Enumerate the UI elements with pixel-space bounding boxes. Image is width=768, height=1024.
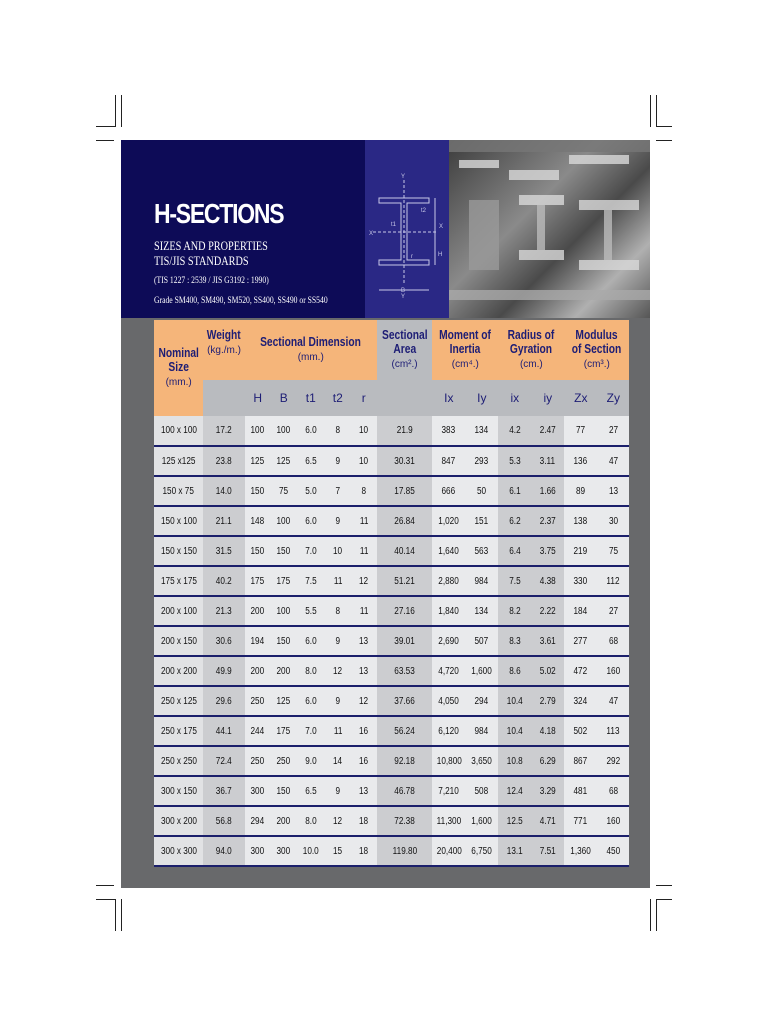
table-cell: 27.16	[377, 596, 433, 626]
table-cell: 383	[432, 416, 465, 446]
table-row	[154, 806, 629, 836]
table-cell: 7.51	[531, 836, 564, 866]
table-cell: 11	[351, 536, 377, 566]
table-cell: 150	[271, 536, 297, 566]
header-weight: Weight (kg./m.)	[203, 320, 244, 380]
table-cell: 20,400	[432, 836, 465, 866]
table-cell: 3.11	[531, 446, 564, 476]
crop-mark	[115, 95, 116, 127]
svg-text:t2: t2	[421, 208, 427, 214]
table-row	[154, 446, 629, 476]
table-cell: 125	[271, 446, 297, 476]
table-cell: 10.4	[498, 686, 531, 716]
table-cell: 6,120	[432, 716, 465, 746]
table-cell: 6.5	[297, 776, 325, 806]
table-cell: 11	[351, 506, 377, 536]
table-cell: 10.4	[498, 716, 531, 746]
table-cell: 300	[245, 776, 271, 806]
table-cell: 10,800	[432, 746, 465, 776]
crop-mark	[656, 126, 672, 127]
table-cell: 72.4	[203, 746, 244, 776]
table-cell: 10.8	[498, 746, 531, 776]
table-cell: 8	[325, 416, 351, 446]
table-cell: 39.01	[377, 626, 433, 656]
table-cell: 2.22	[531, 596, 564, 626]
table-cell: 26.84	[377, 506, 433, 536]
table-cell: 23.8	[203, 446, 244, 476]
table-cell: 6.4	[498, 536, 531, 566]
table-cell: 119.80	[377, 836, 433, 866]
table-cell: 46.78	[377, 776, 433, 806]
table-cell: 30	[597, 506, 629, 536]
symbol-ix-radius: ix	[498, 380, 531, 416]
table-cell: 11	[325, 716, 351, 746]
table-cell: 50	[465, 476, 498, 506]
table-cell: 75	[597, 536, 629, 566]
table-cell: 277	[564, 626, 597, 656]
table-cell: 8.3	[498, 626, 531, 656]
table-cell: 292	[597, 746, 629, 776]
table-cell: 12	[351, 686, 377, 716]
table-cell: 250	[245, 746, 271, 776]
h-beam-diagram	[365, 140, 449, 318]
table-cell: 666	[432, 476, 465, 506]
header-sectional-dimension: Sectional Dimension (mm.)	[245, 320, 377, 380]
table-cell: 27	[597, 596, 629, 626]
table-cell: 7.0	[297, 536, 325, 566]
table-cell: 10.0	[297, 836, 325, 866]
table-cell: 150	[245, 476, 271, 506]
table-cell: 2,880	[432, 566, 465, 596]
table-cell: 6.5	[297, 446, 325, 476]
table-cell: 1,600	[465, 806, 498, 836]
table-body	[154, 416, 629, 866]
table-cell: 1,640	[432, 536, 465, 566]
table-cell: 5.0	[297, 476, 325, 506]
table-cell: 12	[325, 656, 351, 686]
table-cell: 175 x 175	[154, 566, 203, 596]
table-cell: 16	[351, 716, 377, 746]
symbol-t1: t1	[297, 380, 325, 416]
svg-text:H: H	[438, 252, 443, 258]
table-cell: 6.0	[297, 506, 325, 536]
symbol-iy-moment: Iy	[465, 380, 498, 416]
table-cell: 324	[564, 686, 597, 716]
table-cell: 30.6	[203, 626, 244, 656]
table-cell: 330	[564, 566, 597, 596]
table-cell: 507	[465, 626, 498, 656]
table-cell: 150 x 75	[154, 476, 203, 506]
table-row	[154, 686, 629, 716]
table-cell: 112	[597, 566, 629, 596]
table-cell: 200 x 150	[154, 626, 203, 656]
table-cell: 200	[245, 656, 271, 686]
header-nominal-size: Nominal Size (mm.)	[154, 320, 203, 416]
table-cell: 200 x 100	[154, 596, 203, 626]
header-sectional-area: Sectional Area (cm².)	[377, 320, 433, 380]
symbol-t2: t2	[325, 380, 351, 416]
svg-text:r: r	[411, 254, 413, 260]
table-row	[154, 746, 629, 776]
table-cell: 4.18	[531, 716, 564, 746]
table-cell: 867	[564, 746, 597, 776]
table-cell: 100	[245, 416, 271, 446]
symbol-ix-moment: Ix	[432, 380, 465, 416]
table-cell: 13	[351, 776, 377, 806]
table-cell: 244	[245, 716, 271, 746]
table-cell: 150 x 150	[154, 536, 203, 566]
table-cell: 150	[245, 536, 271, 566]
table-cell: 21.9	[377, 416, 433, 446]
crop-mark	[121, 899, 122, 931]
table-cell: 2,690	[432, 626, 465, 656]
table-cell: 8.0	[297, 806, 325, 836]
table-cell: 8	[325, 596, 351, 626]
table-cell: 250 x 175	[154, 716, 203, 746]
svg-text:Y: Y	[401, 294, 406, 300]
table-cell: 14	[325, 746, 351, 776]
table-cell: 47	[597, 686, 629, 716]
table-cell: 5.3	[498, 446, 531, 476]
table-cell: 294	[465, 686, 498, 716]
svg-text:t1: t1	[391, 222, 397, 228]
table-cell: 10	[325, 536, 351, 566]
table-row	[154, 476, 629, 506]
table-cell: 7.5	[498, 566, 531, 596]
header-moment-of-inertia: Moment of Inertia (cm⁴.)	[432, 320, 498, 380]
table-cell: 6.2	[498, 506, 531, 536]
table-cell: 92.18	[377, 746, 433, 776]
svg-text:X: X	[439, 224, 444, 230]
table-cell: 5.02	[531, 656, 564, 686]
table-cell: 2.37	[531, 506, 564, 536]
table-cell: 250 x 250	[154, 746, 203, 776]
table-cell: 56.24	[377, 716, 433, 746]
subtitle-standards: TIS/JIS STANDARDS	[154, 254, 249, 268]
table-cell: 4,720	[432, 656, 465, 686]
table-cell: 7,210	[432, 776, 465, 806]
table-cell: 160	[597, 656, 629, 686]
steel-grades: Grade SM400, SM490, SM520, SS400, SS490 or SS540	[154, 295, 328, 305]
table-cell: 11	[351, 596, 377, 626]
table-cell: 11	[325, 566, 351, 596]
crop-mark	[650, 899, 651, 931]
table-cell: 9.0	[297, 746, 325, 776]
table-cell: 9	[325, 506, 351, 536]
table-cell: 771	[564, 806, 597, 836]
table-cell: 9	[325, 626, 351, 656]
table-cell: 100	[271, 596, 297, 626]
table-cell: 77	[564, 416, 597, 446]
table-cell: 250	[271, 746, 297, 776]
table-cell: 12	[351, 566, 377, 596]
table-cell: 30.31	[377, 446, 433, 476]
crop-mark	[656, 899, 672, 900]
table-row	[154, 506, 629, 536]
table-cell: 10	[351, 416, 377, 446]
table-cell: 31.5	[203, 536, 244, 566]
table-cell: 150	[271, 776, 297, 806]
table-cell: 51.21	[377, 566, 433, 596]
table-cell: 18	[351, 806, 377, 836]
table-cell: 184	[564, 596, 597, 626]
table-cell: 18	[351, 836, 377, 866]
table-cell: 7	[325, 476, 351, 506]
table-cell: 100 x 100	[154, 416, 203, 446]
table-cell: 300 x 200	[154, 806, 203, 836]
table-cell: 12.4	[498, 776, 531, 806]
symbol-b: B	[271, 380, 297, 416]
table-cell: 68	[597, 776, 629, 806]
table-row	[154, 716, 629, 746]
symbol-r: r	[351, 380, 377, 416]
table-cell: 1,600	[465, 656, 498, 686]
table-cell: 15	[325, 836, 351, 866]
table-cell: 175	[271, 716, 297, 746]
crop-mark	[96, 899, 116, 900]
table-cell: 3.75	[531, 536, 564, 566]
svg-text:B: B	[401, 288, 406, 294]
table-cell: 1,360	[564, 836, 597, 866]
table-cell: 100	[271, 506, 297, 536]
svg-text:Y: Y	[401, 174, 406, 180]
table-cell: 219	[564, 536, 597, 566]
table-cell: 13	[351, 626, 377, 656]
table-cell: 138	[564, 506, 597, 536]
table-cell: 563	[465, 536, 498, 566]
table-row	[154, 656, 629, 686]
page-title: H-SECTIONS	[154, 198, 284, 229]
table-cell: 89	[564, 476, 597, 506]
table-cell: 847	[432, 446, 465, 476]
table-cell: 300	[245, 836, 271, 866]
steel-beams-photo	[449, 140, 650, 318]
symbol-iy-radius: iy	[531, 380, 564, 416]
table-cell: 8.2	[498, 596, 531, 626]
table-cell: 136	[564, 446, 597, 476]
table-cell: 150	[271, 626, 297, 656]
table-row	[154, 566, 629, 596]
table-cell: 13.1	[498, 836, 531, 866]
table-cell: 293	[465, 446, 498, 476]
table-cell: 4,050	[432, 686, 465, 716]
table-cell: 3.61	[531, 626, 564, 656]
symbol-h: H	[245, 380, 271, 416]
table-cell: 8	[351, 476, 377, 506]
table-cell: 68	[597, 626, 629, 656]
table-cell: 481	[564, 776, 597, 806]
table-cell: 16	[351, 746, 377, 776]
table-cell: 6.1	[498, 476, 531, 506]
table-cell: 194	[245, 626, 271, 656]
table-cell: 94.0	[203, 836, 244, 866]
table-cell: 250	[245, 686, 271, 716]
table-row	[154, 536, 629, 566]
table-cell: 100	[271, 416, 297, 446]
table-cell: 200	[271, 806, 297, 836]
header-radius-of-gyration: Radius of Gyration (cm.)	[498, 320, 564, 380]
table-cell: 134	[465, 416, 498, 446]
subtitle-sizes: SIZES AND PROPERTIES	[154, 239, 268, 253]
table-cell: 9	[325, 686, 351, 716]
table-row	[154, 626, 629, 656]
table-cell: 1,020	[432, 506, 465, 536]
crop-mark	[656, 899, 657, 931]
table-cell: 250 x 125	[154, 686, 203, 716]
table-cell: 47	[597, 446, 629, 476]
table-cell: 472	[564, 656, 597, 686]
symbol-zx: Zx	[564, 380, 597, 416]
table-cell: 200	[245, 596, 271, 626]
table-cell: 13	[351, 656, 377, 686]
table-cell: 4.2	[498, 416, 531, 446]
table-cell: 2.47	[531, 416, 564, 446]
table-cell: 6.29	[531, 746, 564, 776]
crop-mark	[650, 95, 651, 127]
table-cell: 175	[245, 566, 271, 596]
table-cell: 40.14	[377, 536, 433, 566]
table-cell: 40.2	[203, 566, 244, 596]
crop-mark	[96, 140, 114, 141]
table-cell: 200 x 200	[154, 656, 203, 686]
table-cell: 200	[271, 656, 297, 686]
table-cell: 11,300	[432, 806, 465, 836]
table-cell: 150 x 100	[154, 506, 203, 536]
table-cell: 9	[325, 446, 351, 476]
title-banner	[121, 140, 365, 318]
table-cell: 175	[271, 566, 297, 596]
symbol-zy: Zy	[597, 380, 629, 416]
table-cell: 27	[597, 416, 629, 446]
h-beam-cross-section-icon	[365, 140, 449, 318]
table-cell: 160	[597, 806, 629, 836]
table-cell: 4.38	[531, 566, 564, 596]
table-cell: 10	[351, 446, 377, 476]
crop-mark	[656, 885, 672, 886]
table-cell: 7.5	[297, 566, 325, 596]
header-weight-blank	[203, 380, 244, 416]
table-cell: 49.9	[203, 656, 244, 686]
table-row	[154, 776, 629, 806]
table-cell: 1,840	[432, 596, 465, 626]
table-cell: 12	[325, 806, 351, 836]
table-cell: 3,650	[465, 746, 498, 776]
table-cell: 450	[597, 836, 629, 866]
table-row	[154, 416, 629, 446]
h-sections-table	[154, 320, 629, 867]
table-cell: 134	[465, 596, 498, 626]
table-cell: 29.6	[203, 686, 244, 716]
standard-reference: (TIS 1227 : 2539 / JIS G3192 : 1990)	[154, 275, 269, 285]
table-cell: 151	[465, 506, 498, 536]
table-cell: 3.29	[531, 776, 564, 806]
table-cell: 113	[597, 716, 629, 746]
table-cell: 502	[564, 716, 597, 746]
table-cell: 21.1	[203, 506, 244, 536]
crop-mark	[121, 95, 122, 127]
table-cell: 44.1	[203, 716, 244, 746]
table-cell: 6.0	[297, 626, 325, 656]
table-cell: 6.0	[297, 416, 325, 446]
table-cell: 14.0	[203, 476, 244, 506]
table-cell: 984	[465, 566, 498, 596]
svg-text:X: X	[369, 231, 374, 237]
table-cell: 294	[245, 806, 271, 836]
table-cell: 125	[245, 446, 271, 476]
table-cell: 300	[271, 836, 297, 866]
table-cell: 300 x 150	[154, 776, 203, 806]
table-cell: 1.66	[531, 476, 564, 506]
table-cell: 5.5	[297, 596, 325, 626]
table-cell: 21.3	[203, 596, 244, 626]
crop-mark	[656, 140, 672, 141]
table-row	[154, 836, 629, 866]
table-cell: 4.71	[531, 806, 564, 836]
table-cell: 72.38	[377, 806, 433, 836]
table-cell: 2.79	[531, 686, 564, 716]
table-cell: 6.0	[297, 686, 325, 716]
table-cell: 984	[465, 716, 498, 746]
table-cell: 56.8	[203, 806, 244, 836]
crop-mark	[96, 885, 114, 886]
table-cell: 148	[245, 506, 271, 536]
table-cell: 17.2	[203, 416, 244, 446]
table-cell: 8.6	[498, 656, 531, 686]
crop-mark	[115, 899, 116, 931]
table-cell: 13	[597, 476, 629, 506]
header-modulus-of-section: Modulus of Section (cm³.)	[564, 320, 629, 380]
table-cell: 125	[271, 686, 297, 716]
table-cell: 7.0	[297, 716, 325, 746]
table-cell: 6,750	[465, 836, 498, 866]
table-cell: 75	[271, 476, 297, 506]
table-cell: 36.7	[203, 776, 244, 806]
table-row	[154, 596, 629, 626]
table-cell: 125 x125	[154, 446, 203, 476]
crop-mark	[656, 95, 657, 127]
table-cell: 9	[325, 776, 351, 806]
table-cell: 63.53	[377, 656, 433, 686]
table-cell: 12.5	[498, 806, 531, 836]
table-cell: 508	[465, 776, 498, 806]
crop-mark	[96, 126, 116, 127]
header-area-blank	[377, 380, 433, 416]
table-cell: 37.66	[377, 686, 433, 716]
table-cell: 300 x 300	[154, 836, 203, 866]
table-cell: 8.0	[297, 656, 325, 686]
table-cell: 17.85	[377, 476, 433, 506]
